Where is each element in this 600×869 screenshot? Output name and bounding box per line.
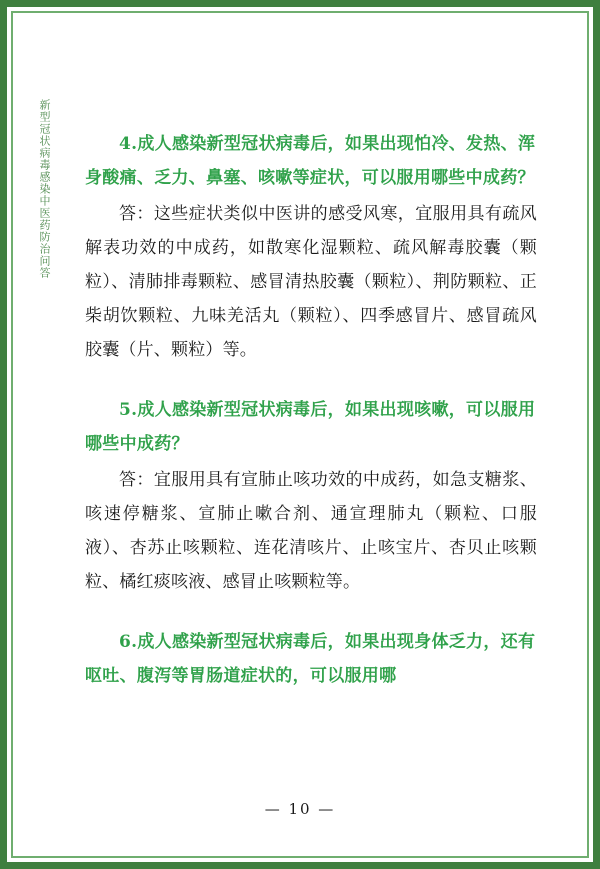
answer-text: 答：这些症状类似中医讲的感受风寒，宜服用具有疏风解表功效的中成药，如散寒化湿颗粒、疏风解毒胶囊（颗粒）、清肺排毒颗粒、感冒清热胶囊（颗粒）、荆防颗粒、正柴胡饮颗粒、九味羌活丸（颗粒）、四季感冒片、感冒疏风胶囊（片、颗粒）等。 bbox=[85, 204, 537, 360]
page-content bbox=[85, 127, 537, 693]
answer-text: 答：宜服用具有宣肺止咳功效的中成药，如急支糖浆、咳速停糖浆、宣肺止嗽合剂、通宣理肺丸（颗粒、口服液）、杏苏止咳颗粒、连花清咳片、止咳宝片、杏贝止咳颗粒、橘红痰咳液、感冒止咳颗粒等。 bbox=[85, 470, 537, 592]
question-heading: 4.成人感染新型冠状病毒后，如果出现怕冷、发热、浑身酸痛、乏力、鼻塞、咳嗽等症状，可以服用哪些中成药？ bbox=[85, 134, 536, 188]
page-number: — 10 — bbox=[264, 800, 336, 818]
qa-item bbox=[85, 393, 537, 599]
qa-item bbox=[85, 625, 537, 693]
question-heading: 5.成人感染新型冠状病毒后，如果出现咳嗽，可以服用哪些中成药？ bbox=[85, 400, 536, 454]
running-head: 新型冠状病毒感染中医药防治问答 bbox=[38, 99, 51, 279]
qa-item bbox=[85, 127, 537, 367]
question-heading: 6.成人感染新型冠状病毒后，如果出现身体乏力，还有呕吐、腹泻等胃肠道症状的，可以服用哪 bbox=[85, 632, 536, 686]
